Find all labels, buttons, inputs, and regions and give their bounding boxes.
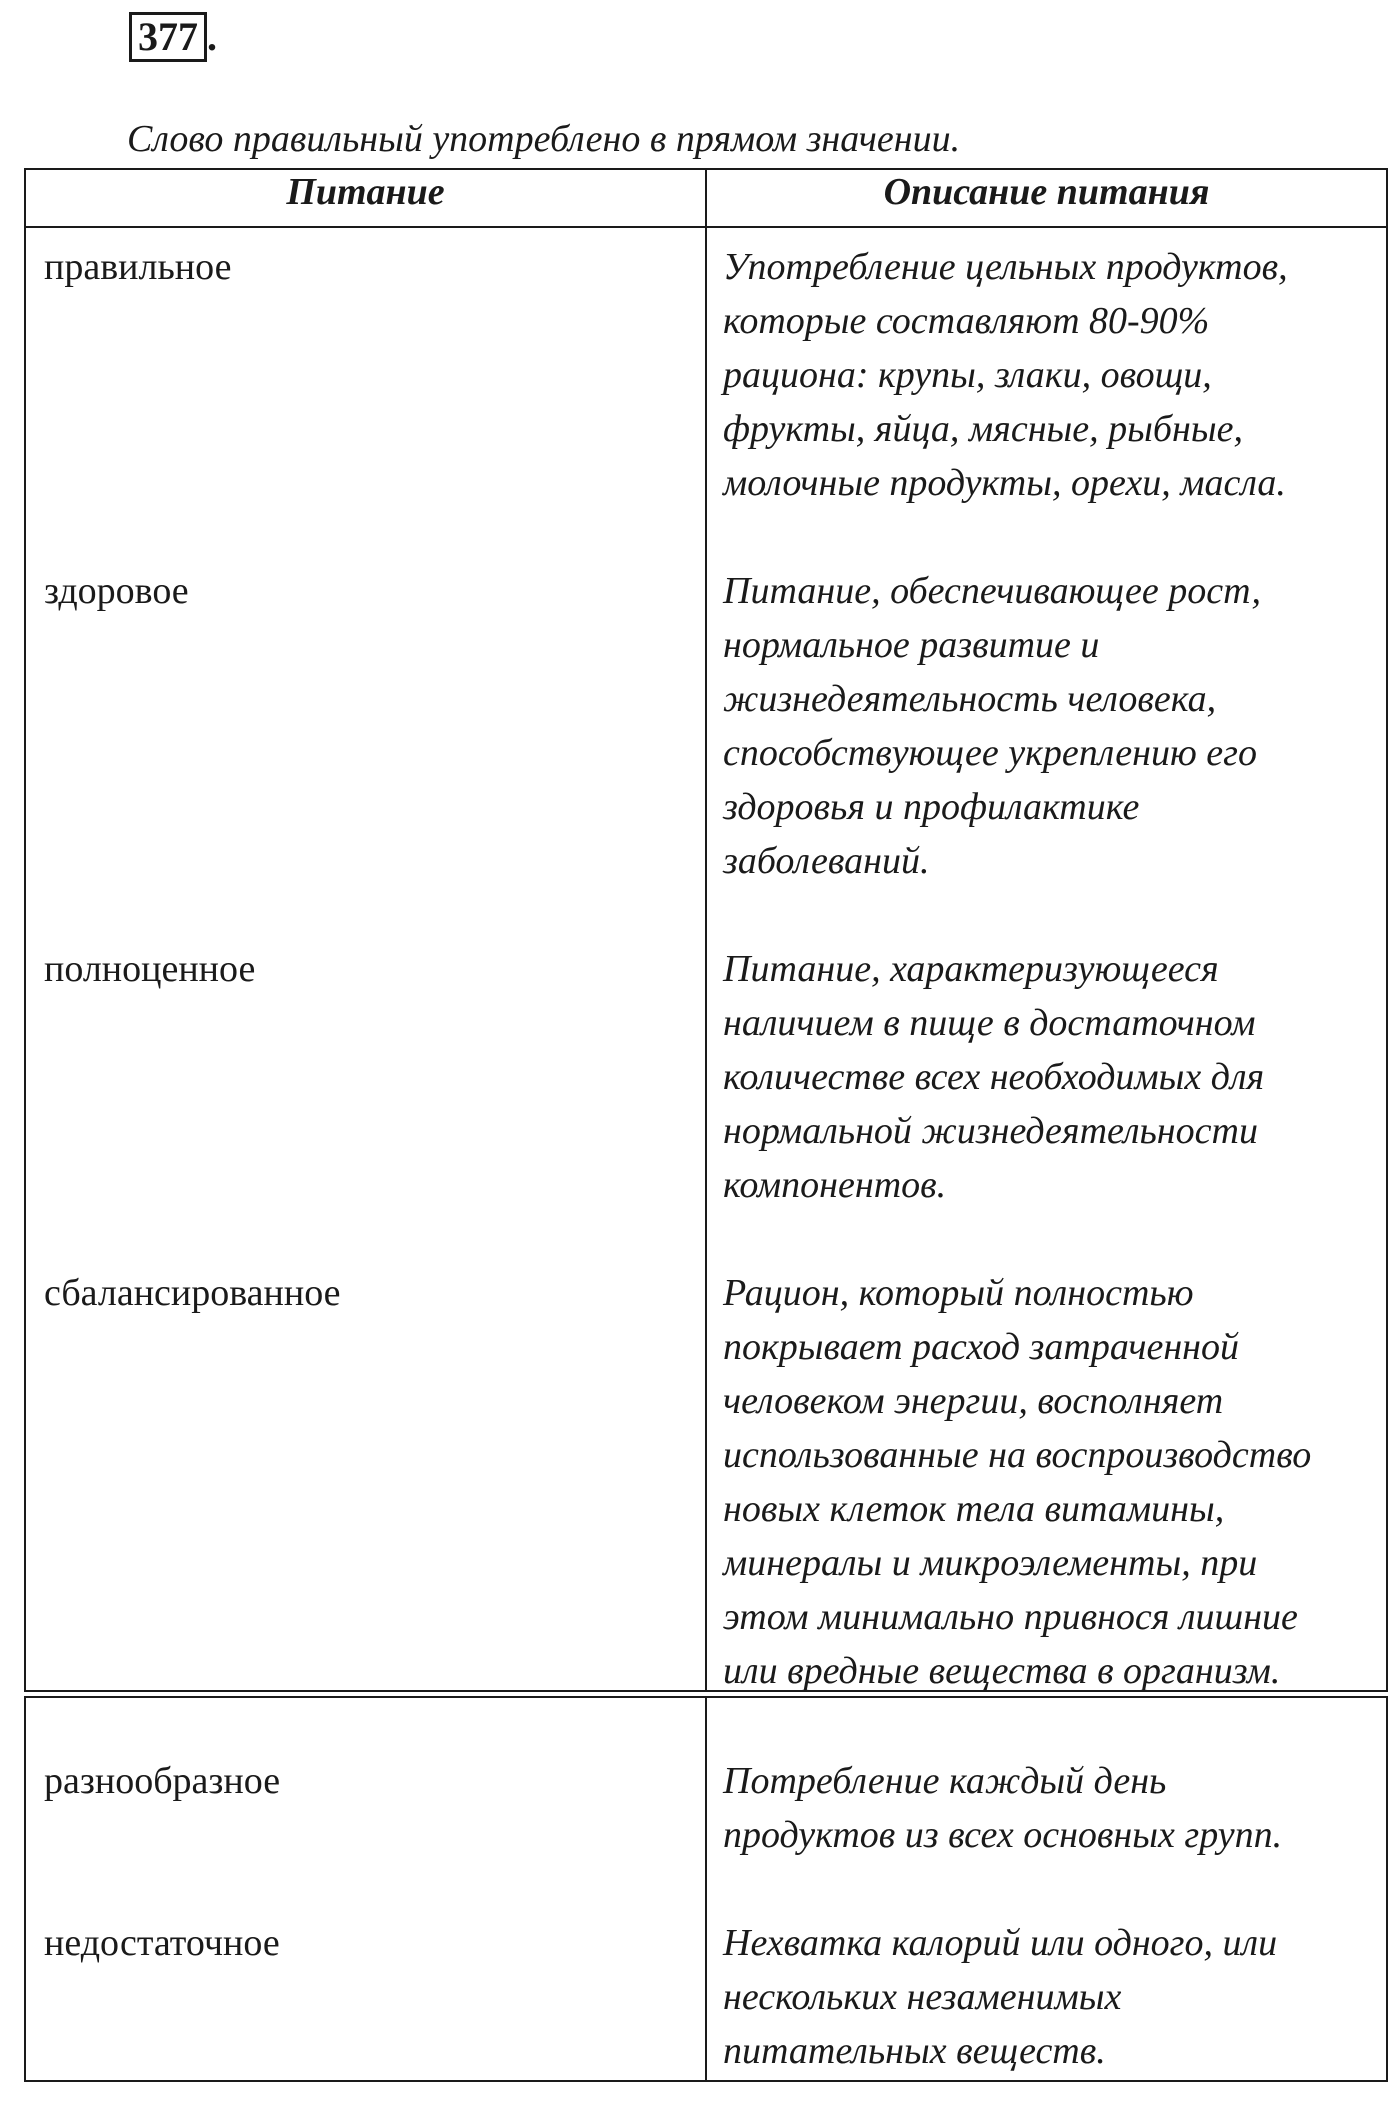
description-item	[723, 564, 1373, 888]
description-line: здоровья и профилактике	[723, 786, 1140, 828]
description-line: Питание, характеризующееся	[723, 948, 1219, 990]
description-item	[723, 1754, 1373, 1862]
description-line: жизнедеятельность человека,	[723, 678, 1217, 720]
description-line: наличием в пище в достаточном	[723, 1002, 1256, 1044]
nutrition-table-continued	[24, 1696, 1388, 2082]
description-line: заболеваний.	[723, 840, 930, 882]
description-line: нормальное развитие и	[723, 624, 1100, 666]
table-header-row	[25, 169, 1387, 227]
table-body-row	[25, 227, 1387, 1691]
description-line: Нехватка калорий или одного, или	[723, 1922, 1278, 1964]
description-line: новых клеток тела витамины,	[723, 1488, 1225, 1530]
description-item	[723, 240, 1373, 510]
food-item: сбалансированное	[44, 1272, 341, 1314]
description-line: Питание, обеспечивающее рост,	[723, 570, 1262, 612]
description-line: Употребление цельных продуктов,	[723, 246, 1288, 288]
exercise-number-box: 377	[129, 12, 207, 62]
header-food: Питание	[25, 169, 706, 227]
food-item: полноценное	[44, 948, 256, 990]
food-column	[25, 1697, 706, 2081]
description-item	[723, 1266, 1373, 1698]
food-column	[25, 227, 706, 1691]
description-line: рациона: крупы, злаки, овощи,	[723, 354, 1212, 396]
description-line: покрывает расход затраченной	[723, 1326, 1240, 1368]
food-item: здоровое	[44, 570, 189, 612]
description-line: которые составляют 80-90%	[723, 300, 1210, 342]
description-line: молочные продукты, орехи, масла.	[723, 462, 1286, 504]
description-line: нормальной жизнедеятельности	[723, 1110, 1258, 1152]
description-column	[706, 1697, 1387, 2081]
description-line: продуктов из всех основных групп.	[723, 1814, 1283, 1856]
description-line: или вредные вещества в организм.	[723, 1650, 1281, 1692]
food-item: разнообразное	[44, 1760, 281, 1802]
description-line: Потребление каждый день	[723, 1760, 1167, 1802]
food-item: правильное	[44, 246, 232, 288]
description-column	[706, 227, 1387, 1691]
nutrition-table	[24, 168, 1388, 1692]
description-line: фрукты, яйца, мясные, рыбные,	[723, 408, 1243, 450]
header-description: Описание питания	[706, 169, 1387, 227]
description-line: количестве всех необходимых для	[723, 1056, 1265, 1098]
exercise-number	[129, 12, 217, 62]
intro-sentence: Слово правильный употреблено в прямом значении.	[127, 118, 961, 160]
description-line: использованные на воспроизводство	[723, 1434, 1312, 1476]
description-line: нескольких незаменимых	[723, 1976, 1122, 2018]
description-line: минералы и микроэлементы, при	[723, 1542, 1258, 1584]
description-line: человеком энергии, восполняет	[723, 1380, 1224, 1422]
description-line: питательных веществ.	[723, 2030, 1106, 2072]
exercise-number-dot: .	[207, 14, 217, 59]
description-line: Рацион, который полностью	[723, 1272, 1194, 1314]
food-item: недостаточное	[44, 1922, 280, 1964]
description-line: этом минимально привнося лишние	[723, 1596, 1298, 1638]
description-line: способствующее укреплению его	[723, 732, 1257, 774]
description-item	[723, 1916, 1373, 2078]
description-line: компонентов.	[723, 1164, 947, 1206]
description-item	[723, 942, 1373, 1212]
table-body-row	[25, 1697, 1387, 2081]
